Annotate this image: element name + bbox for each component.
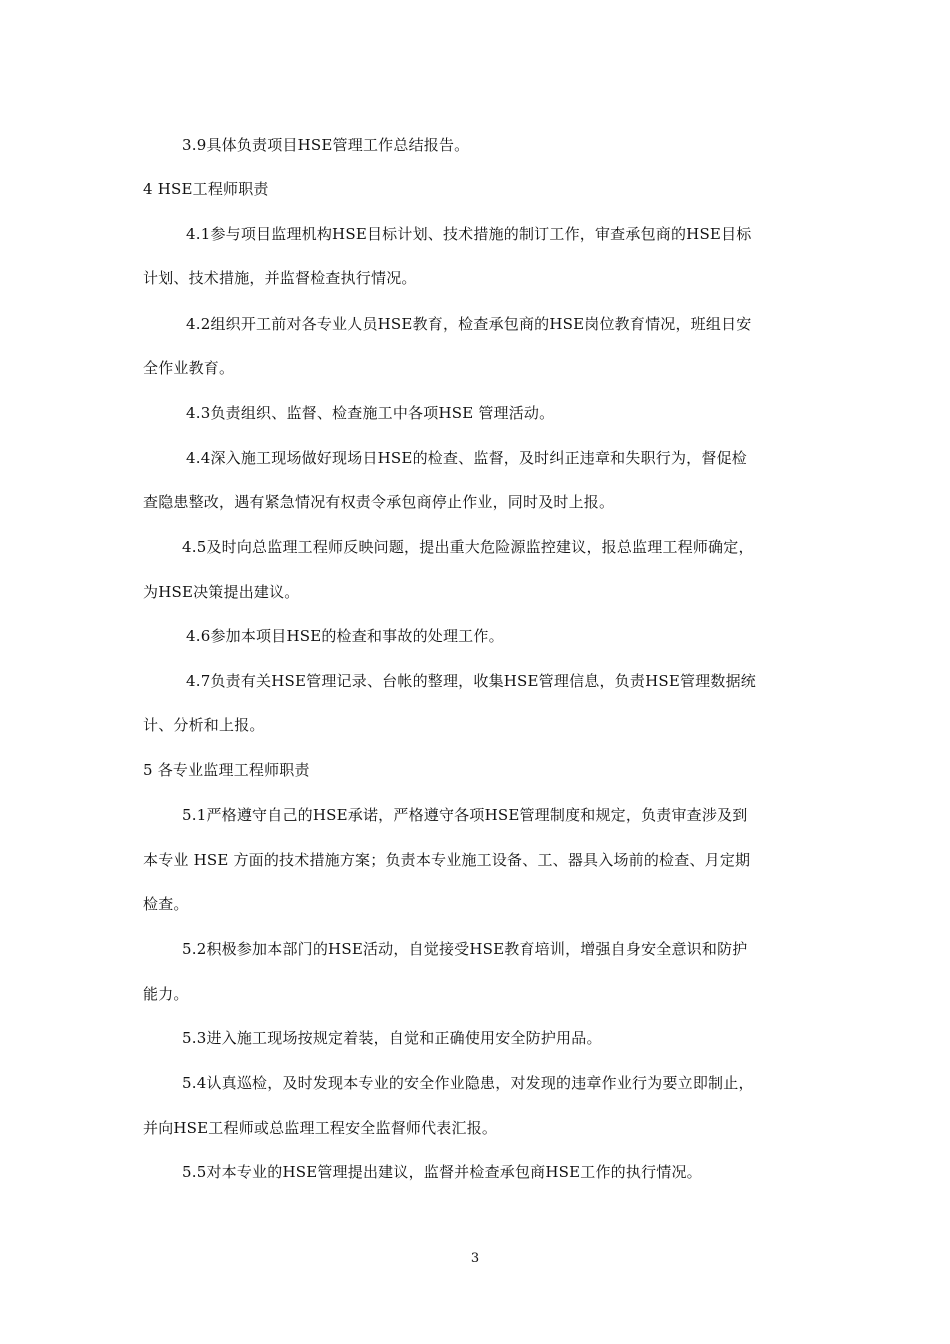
text-line-5-3: 5.3进入施工现场按规定着装，自觉和正确使用安全防护用品。 [182,1029,602,1047]
text-line-4-1b: 计划、技术措施，并监督检查执行情况。 [143,269,417,287]
text-line-5-1a: 5.1严格遵守自己的HSE承诺，严格遵守各项HSE管理制度和规定，负责审查涉及到 [182,806,748,824]
text-line-5-1b: 本专业 HSE 方面的技术措施方案；负责本专业施工设备、工、器具入场前的检查、月定期 [143,851,751,869]
text-line-4-5b: 为HSE决策提出建议。 [143,583,300,601]
text-line-5-2b: 能力。 [143,985,189,1003]
text-line-4-6: 4.6参加本项目HSE的检查和事故的处理工作。 [186,627,504,645]
text-line-5-2a: 5.2积极参加本部门的HSE活动，自觉接受HSE教育培训，增强自身安全意识和防护 [182,940,748,958]
text-line-5-1c: 检查。 [143,895,189,913]
text-line-5-4a: 5.4认真巡检，及时发现本专业的安全作业隐患，对发现的违章作业行为要立即制止， [182,1074,754,1092]
text-line-4-7b: 计、分析和上报。 [143,716,265,734]
section-heading-4: 4 HSE工程师职责 [143,180,269,198]
text-line-4-2a: 4.2组织开工前对各专业人员HSE教育，检查承包商的HSE岗位教育情况，班组日安 [186,315,752,333]
text-line-4-4a: 4.4深入施工现场做好现场日HSE的检查、监督，及时纠正违章和失职行为，督促检 [186,449,747,467]
text-line-4-3: 4.3负责组织、监督、检查施工中各项HSE 管理活动。 [186,404,555,422]
text-line-4-5a: 4.5及时向总监理工程师反映问题，提出重大危险源监控建议，报总监理工程师确定， [182,538,754,556]
page-number: 3 [470,1251,480,1266]
section-heading-5: 5 各专业监理工程师职责 [143,761,310,779]
text-line-5-5: 5.5对本专业的HSE管理提出建议，监督并检查承包商HSE工作的执行情况。 [182,1163,702,1181]
text-line-4-4b: 查隐患整改，遇有紧急情况有权责令承包商停止作业，同时及时上报。 [143,493,615,511]
text-line-5-4b: 并向HSE工程师或总监理工程安全监督师代表汇报。 [143,1119,498,1137]
text-line-4-1a: 4.1参与项目监理机构HSE目标计划、技术措施的制订工作，审查承包商的HSE目标 [186,225,752,243]
text-line-3-9: 3.9具体负责项目HSE管理工作总结报告。 [182,136,470,154]
text-line-4-7a: 4.7负责有关HSE管理记录、台帐的整理，收集HSE管理信息，负责HSE管理数据统 [186,672,756,690]
text-line-4-2b: 全作业教育。 [143,359,235,377]
